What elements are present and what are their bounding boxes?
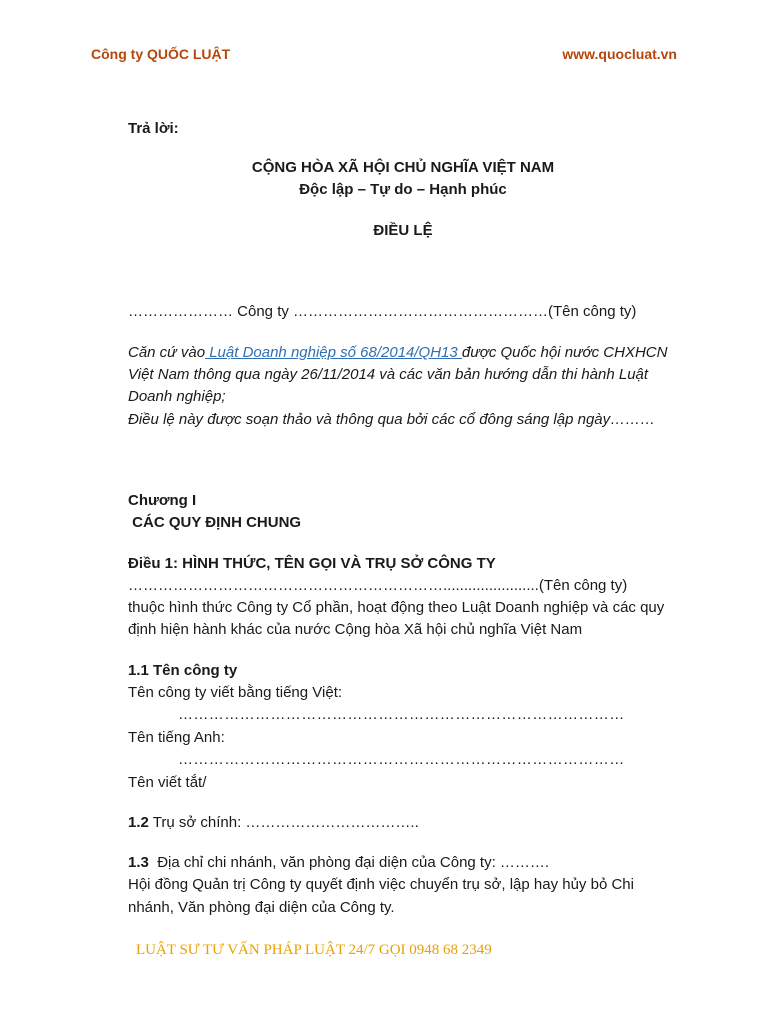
preamble-prefix: Căn cứ vào <box>128 344 206 361</box>
section-1-1-heading: 1.1 Tên công ty <box>128 662 238 679</box>
national-motto: Độc lập – Tự do – Hạnh phúc <box>299 181 507 198</box>
country-name: CỘNG HÒA XÃ HỘI CHỦ NGHĨA VIỆT NAM <box>251 159 555 176</box>
preamble-line-1 <box>128 342 748 364</box>
article-1-line-3: định hiện hành khác của nước Cộng hòa Xã hội chủ nghĩa Việt Nam <box>128 621 583 638</box>
footer-hotline: LUẬT SƯ TƯ VẤN PHÁP LUẬT 24/7 GỌI 0948 68 2349 <box>136 942 492 958</box>
chapter-number: Chương I <box>128 492 197 509</box>
english-name-label: Tên tiếng Anh: <box>128 729 225 746</box>
header-website-link[interactable]: www.quocluat.vn <box>562 46 677 62</box>
section-1-2 <box>128 812 688 834</box>
vietnamese-name-field[interactable]: …………………………………………………………………………… <box>178 706 625 723</box>
vietnamese-name-label: Tên công ty viết bằng tiếng Việt: <box>128 684 343 701</box>
law-link[interactable]: Luật Doanh nghiệp số 68/2014/QH13 <box>205 344 462 361</box>
section-1-3-line-3: nhánh, Văn phòng đại diện của Công ty. <box>128 899 395 916</box>
branch-address-text: Địa chỉ chi nhánh, văn phòng đại diện của Công ty: ………. <box>148 854 550 871</box>
header-company-name: Công ty QUỐC LUẬT <box>91 46 231 62</box>
document-title: ĐIỀU LỆ <box>373 222 433 239</box>
section-1-3-number: 1.3 <box>128 854 149 871</box>
preamble-line-2: Việt Nam thông qua ngày 26/11/2014 và các văn bản hướng dẫn thi hành Luật <box>128 366 649 383</box>
article-1-line-1: ……………………………………………………….......................(Tên công ty) <box>128 577 628 594</box>
preamble-suffix: được Quốc hội nước CHXHCN <box>461 344 668 361</box>
head-office-text: Trụ sở chính: …………………………….. <box>148 814 419 831</box>
english-name-field[interactable]: …………………………………………………………………………… <box>178 751 625 768</box>
article-1-heading: Điều 1: HÌNH THỨC, TÊN GỌI VÀ TRỤ SỞ CÔNG TY <box>128 555 496 572</box>
preamble-line-3: Doanh nghiệp; <box>128 388 226 405</box>
section-1-3 <box>128 852 748 874</box>
company-name-line: ………………… Công ty ……………………………………………(Tên công ty) <box>128 303 637 320</box>
answer-label: Trả lời: <box>128 120 179 137</box>
section-1-3-line-2: Hội đồng Quản trị Công ty quyết định việc chuyển trụ sở, lập hay hủy bỏ Chi <box>128 876 634 893</box>
preamble-line-4: Điều lệ này được soạn thảo và thông qua bởi các cổ đông sáng lập ngày……… <box>128 411 656 428</box>
section-1-2-number: 1.2 <box>128 814 149 831</box>
chapter-title: CÁC QUY ĐỊNH CHUNG <box>128 514 302 531</box>
abbreviation-label: Tên viết tắt/ <box>128 774 207 791</box>
article-1-line-2: thuộc hình thức Công ty Cổ phần, hoạt động theo Luật Doanh nghiệp và các quy <box>128 599 665 616</box>
